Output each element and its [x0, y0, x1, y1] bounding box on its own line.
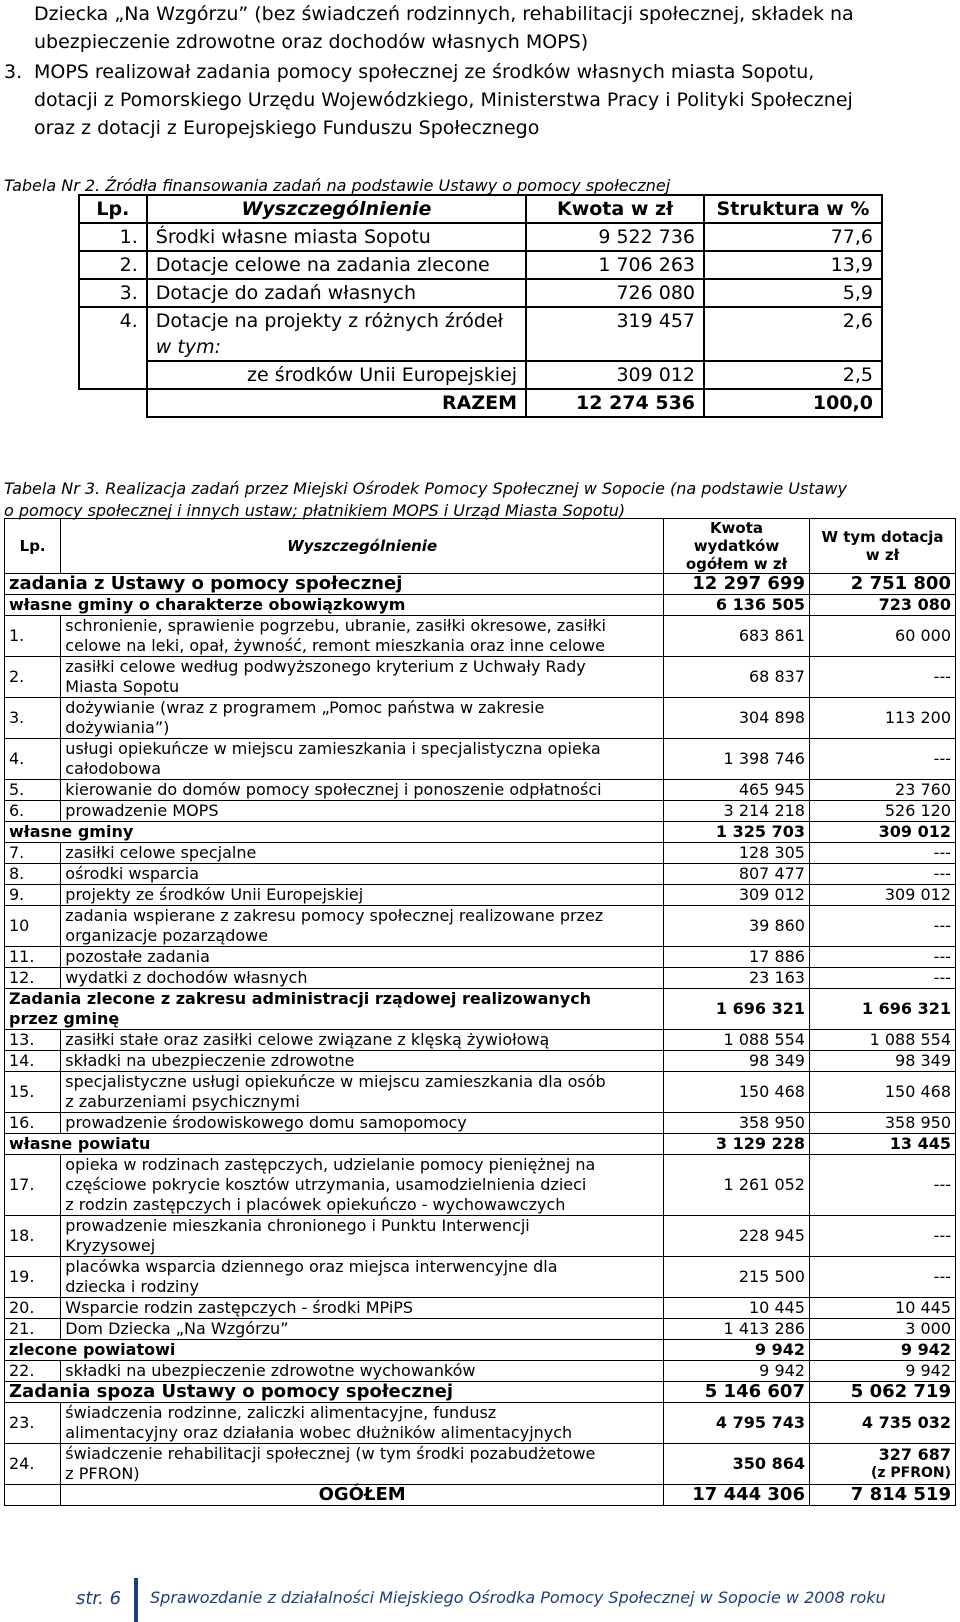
- table3-header-row: [5, 519, 956, 574]
- row-number: 3.: [5, 698, 61, 739]
- row-amount: 4 795 743: [664, 1403, 810, 1444]
- table-row: [5, 1113, 956, 1134]
- row-description: projekty ze środków Unii Europejskiej: [61, 885, 664, 906]
- row-description: prowadzenie środowiskowego domu samopomocy: [61, 1113, 664, 1134]
- row-number: 20.: [5, 1298, 61, 1319]
- section-row: [5, 1382, 956, 1403]
- row-description: dożywianie (wraz z programem „Pomoc państwa w zakresie dożywiania”): [61, 698, 664, 739]
- table3-caption: Tabela Nr 3. Realizacja zadań przez Miejski Ośrodek Pomocy Społecznej w Sopocie (na podstawie Ustawy o pomocy społecznej i innych ustaw; płatnikiem MOPS i Urząd Miasta Sopotu): [4, 479, 847, 520]
- table-row: [5, 1051, 956, 1072]
- section-amount: 12 297 699: [664, 574, 810, 595]
- row-description: wydatki z dochodów własnych: [61, 968, 664, 989]
- paragraph-line: dotacji z Pomorskiego Urzędu Wojewódzkiego, Ministerstwa Pracy i Polityki Społecznej: [34, 89, 853, 111]
- table2-header-pct: Struktura w %: [704, 195, 882, 223]
- table-row: [5, 616, 956, 657]
- row-amount: 304 898: [664, 698, 810, 739]
- table3-total-row: [5, 1485, 956, 1506]
- row-number: 23.: [5, 1403, 61, 1444]
- table-row: [5, 947, 956, 968]
- table-row: [5, 1298, 956, 1319]
- intro-line: Dziecka „Na Wzgórzu” (bez świadczeń rodzinnych, rehabilitacji społecznej, składek na: [34, 3, 854, 25]
- section-label: własne gminy: [5, 822, 664, 843]
- row-dotation: 3 000: [809, 1319, 955, 1340]
- row-description: specjalistyczne usługi opiekuńcze w miejscu zamieszkania dla osób z zaburzeniami psychicznymi: [61, 1072, 664, 1113]
- row-description: świadczenia rodzinne, zaliczki alimentacyjne, fundusz alimentacyjny oraz działania wobec dłużników alimentacyjnych: [61, 1403, 664, 1444]
- row-dotation: 10 445: [809, 1298, 955, 1319]
- row-description: prowadzenie mieszkania chronionego i Punktu Interwencji Kryzysowej: [61, 1216, 664, 1257]
- table-row: [5, 1444, 956, 1485]
- row-description: składki na ubezpieczenie zdrowotne: [61, 1051, 664, 1072]
- section-dotation: 13 445: [809, 1134, 955, 1155]
- row-number: 15.: [5, 1072, 61, 1113]
- row-description: kierowanie do domów pomocy społecznej i ponoszenie odpłatności: [61, 780, 664, 801]
- row-number: 24.: [5, 1444, 61, 1485]
- row-description: zasiłki stałe oraz zasiłki celowe związane z klęską żywiołową: [61, 1030, 664, 1051]
- row-amount: 683 861: [664, 616, 810, 657]
- section-amount: 3 129 228: [664, 1134, 810, 1155]
- table-row: 3. Dotacje do zadań własnych 726 080 5,9: [79, 279, 882, 307]
- row-amount: 465 945: [664, 780, 810, 801]
- row-dotation: 526 120: [809, 801, 955, 822]
- row-dotation: 9 942: [809, 1361, 955, 1382]
- section-row: [5, 822, 956, 843]
- section-dotation: 1 696 321: [809, 989, 955, 1030]
- total-label: OGÓŁEM: [61, 1485, 664, 1506]
- row-amount: 807 477: [664, 864, 810, 885]
- row-dotation: ---: [809, 864, 955, 885]
- footer-title: Sprawozdanie z działalności Miejskiego Ośrodka Pomocy Społecznej w Sopocie w 2008 roku: [150, 1588, 886, 1607]
- table-row: [5, 864, 956, 885]
- row-description: ośrodki wsparcia: [61, 864, 664, 885]
- table3-task-realization: [4, 518, 956, 1506]
- row-number: 19.: [5, 1257, 61, 1298]
- row-description: świadczenie rehabilitacji społecznej (w tym środki pozabudżetowe z PFRON): [61, 1444, 664, 1485]
- intro-paragraph: [34, 0, 954, 56]
- table-row: 4. Dotacje na projekty z różnych źródeł 319 457 2,6: [79, 307, 882, 334]
- section-label: Zadania zlecone z zakresu administracji rządowej realizowanych przez gminę: [5, 989, 664, 1030]
- table3-header-lp: Lp.: [5, 519, 61, 574]
- row-description: Dom Dziecka „Na Wzgórzu”: [61, 1319, 664, 1340]
- page-number: str. 6: [76, 1588, 122, 1609]
- row-dotation: ---: [809, 657, 955, 698]
- table-row: [5, 1361, 956, 1382]
- row-amount: 9 942: [664, 1361, 810, 1382]
- row-amount: 1 398 746: [664, 739, 810, 780]
- table-row: [5, 801, 956, 822]
- row-amount: 1 261 052: [664, 1155, 810, 1216]
- row-amount: 23 163: [664, 968, 810, 989]
- row-amount: 10 445: [664, 1298, 810, 1319]
- section-label: własne gminy o charakterze obowiązkowym: [5, 595, 664, 616]
- row-dotation: 309 012: [809, 885, 955, 906]
- row-dotation: 358 950: [809, 1113, 955, 1134]
- table-row: [5, 1155, 956, 1216]
- table3-header-amount: Kwota wydatków ogółem w zł: [664, 519, 810, 574]
- row-number: 21.: [5, 1319, 61, 1340]
- row-dotation: ---: [809, 968, 955, 989]
- table-row: [79, 334, 882, 361]
- section-label: własne powiatu: [5, 1134, 664, 1155]
- section-row: [5, 1340, 956, 1361]
- row-number: 11.: [5, 947, 61, 968]
- section-amount: 1 325 703: [664, 822, 810, 843]
- row-dotation: 150 468: [809, 1072, 955, 1113]
- row-dotation: ---: [809, 1257, 955, 1298]
- row-description: Wsparcie rodzin zastępczych - środki MPiPS: [61, 1298, 664, 1319]
- row-amount: 98 349: [664, 1051, 810, 1072]
- row-description: schronienie, sprawienie pogrzebu, ubranie, zasiłki okresowe, zasiłki celowe na leki, opał, żywność, remont mieszkania oraz inne celowe: [61, 616, 664, 657]
- table-row: 2. Dotacje celowe na zadania zlecone 1 706 263 13,9: [79, 251, 882, 279]
- row-amount: 215 500: [664, 1257, 810, 1298]
- total-amount: 17 444 306: [664, 1485, 810, 1506]
- row-number: 2.: [5, 657, 61, 698]
- row-number: 12.: [5, 968, 61, 989]
- table-row: [5, 1216, 956, 1257]
- row-number: 18.: [5, 1216, 61, 1257]
- row-amount: 1 088 554: [664, 1030, 810, 1051]
- table-row: [5, 657, 956, 698]
- row-amount: 358 950: [664, 1113, 810, 1134]
- row-dotation: ---: [809, 843, 955, 864]
- row-number: 6.: [5, 801, 61, 822]
- row-dotation: 113 200: [809, 698, 955, 739]
- section-dotation: 2 751 800: [809, 574, 955, 595]
- section-dotation: 723 080: [809, 595, 955, 616]
- row-dotation: ---: [809, 739, 955, 780]
- table2-total-row: RAZEM 12 274 536 100,0: [79, 389, 882, 417]
- row-dotation: ---: [809, 947, 955, 968]
- row-description: zasiłki celowe specjalne: [61, 843, 664, 864]
- section-amount: 9 942: [664, 1340, 810, 1361]
- row-number: 4.: [5, 739, 61, 780]
- table-row: ze środków Unii Europejskiej 309 012 2,5: [79, 361, 882, 389]
- row-amount: 150 468: [664, 1072, 810, 1113]
- section-label: Zadania spoza Ustawy o pomocy społecznej: [5, 1382, 664, 1403]
- table2-header-lp: Lp.: [79, 195, 147, 223]
- section-dotation: 309 012: [809, 822, 955, 843]
- row-number: 10: [5, 906, 61, 947]
- section-row: [5, 595, 956, 616]
- row-description: zadania wspierane z zakresu pomocy społecznej realizowane przez organizacje pozarządowe: [61, 906, 664, 947]
- row-number: 17.: [5, 1155, 61, 1216]
- row-amount: 17 886: [664, 947, 810, 968]
- table-row: [5, 1072, 956, 1113]
- row-number: 5.: [5, 780, 61, 801]
- row-amount: 228 945: [664, 1216, 810, 1257]
- row-amount: 1 413 286: [664, 1319, 810, 1340]
- total-dotation: 7 814 519: [809, 1485, 955, 1506]
- table-row: [5, 780, 956, 801]
- paragraph-line: MOPS realizował zadania pomocy społecznej ze środków własnych miasta Sopotu,: [34, 61, 815, 83]
- row-description: prowadzenie MOPS: [61, 801, 664, 822]
- row-description: opieka w rodzinach zastępczych, udzielanie pomocy pieniężnej na częściowe pokrycie kosztów utrzymania, usamodzielnienia dzieci z rodzin zastępczych i placówek opiekuńczo - wychowawczych: [61, 1155, 664, 1216]
- section-row: [5, 989, 956, 1030]
- row-number: 1.: [5, 616, 61, 657]
- table-row: [5, 1257, 956, 1298]
- section-amount: 6 136 505: [664, 595, 810, 616]
- table-row: [5, 843, 956, 864]
- table-row: 1. Środki własne miasta Sopotu 9 522 736 77,6: [79, 223, 882, 251]
- row-number: 13.: [5, 1030, 61, 1051]
- row-number: 16.: [5, 1113, 61, 1134]
- table-row: [5, 885, 956, 906]
- section-amount: 5 146 607: [664, 1382, 810, 1403]
- row-number: 7.: [5, 843, 61, 864]
- row-number: 8.: [5, 864, 61, 885]
- footer-divider: [134, 1578, 138, 1622]
- table2-header-amount: Kwota w zł: [526, 195, 704, 223]
- row-dotation: 327 687 (z PFRON): [809, 1444, 955, 1485]
- row-amount: 39 860: [664, 906, 810, 947]
- row-dotation: ---: [809, 1155, 955, 1216]
- w-tym-label: w tym:: [147, 334, 526, 361]
- table2-header-name: Wyszczególnienie: [147, 195, 526, 223]
- table3-header-name: Wyszczególnienie: [61, 519, 664, 574]
- table2-caption: Tabela Nr 2. Źródła finansowania zadań na podstawie Ustawy o pomocy społecznej: [4, 176, 671, 195]
- row-amount: 350 864: [664, 1444, 810, 1485]
- row-dotation: ---: [809, 1216, 955, 1257]
- row-description: placówka wsparcia dziennego oraz miejsca interwencyjne dla dziecka i rodziny: [61, 1257, 664, 1298]
- paragraph-line: oraz z dotacji z Europejskiego Funduszu Społecznego: [34, 117, 540, 139]
- row-number: 22.: [5, 1361, 61, 1382]
- row-dotation: ---: [809, 906, 955, 947]
- section-amount: 1 696 321: [664, 989, 810, 1030]
- row-dotation: 60 000: [809, 616, 955, 657]
- section-dotation: 9 942: [809, 1340, 955, 1361]
- section-row: [5, 574, 956, 595]
- row-number: 14.: [5, 1051, 61, 1072]
- table-row: [5, 906, 956, 947]
- table-row: [5, 1319, 956, 1340]
- paragraph-number: 3.: [4, 61, 23, 83]
- row-dotation: 23 760: [809, 780, 955, 801]
- row-dotation: 98 349: [809, 1051, 955, 1072]
- intro-line: ubezpieczenie zdrowotne oraz dochodów własnych MOPS): [34, 31, 589, 53]
- row-description: zasiłki celowe według podwyższonego kryterium z Uchwały Rady Miasta Sopotu: [61, 657, 664, 698]
- table-row: [5, 1403, 956, 1444]
- row-amount: 128 305: [664, 843, 810, 864]
- row-dotation: 4 735 032: [809, 1403, 955, 1444]
- row-description: usługi opiekuńcze w miejscu zamieszkania i specjalistyczna opieka całodobowa: [61, 739, 664, 780]
- table-row: [5, 698, 956, 739]
- table3-header-dotation: W tym dotacja w zł: [809, 519, 955, 574]
- row-amount: 309 012: [664, 885, 810, 906]
- row-number: 9.: [5, 885, 61, 906]
- section-label: zadania z Ustawy o pomocy społecznej: [5, 574, 664, 595]
- section-label: zlecone powiatowi: [5, 1340, 664, 1361]
- section-dotation: 5 062 719: [809, 1382, 955, 1403]
- row-description: składki na ubezpieczenie zdrowotne wychowanków: [61, 1361, 664, 1382]
- table2-funding-sources: [78, 194, 883, 418]
- row-dotation: 1 088 554: [809, 1030, 955, 1051]
- row-amount: 3 214 218: [664, 801, 810, 822]
- table-row: [5, 739, 956, 780]
- table-row: [5, 1030, 956, 1051]
- row-amount: 68 837: [664, 657, 810, 698]
- table-row: [5, 968, 956, 989]
- section-row: [5, 1134, 956, 1155]
- row-description: pozostałe zadania: [61, 947, 664, 968]
